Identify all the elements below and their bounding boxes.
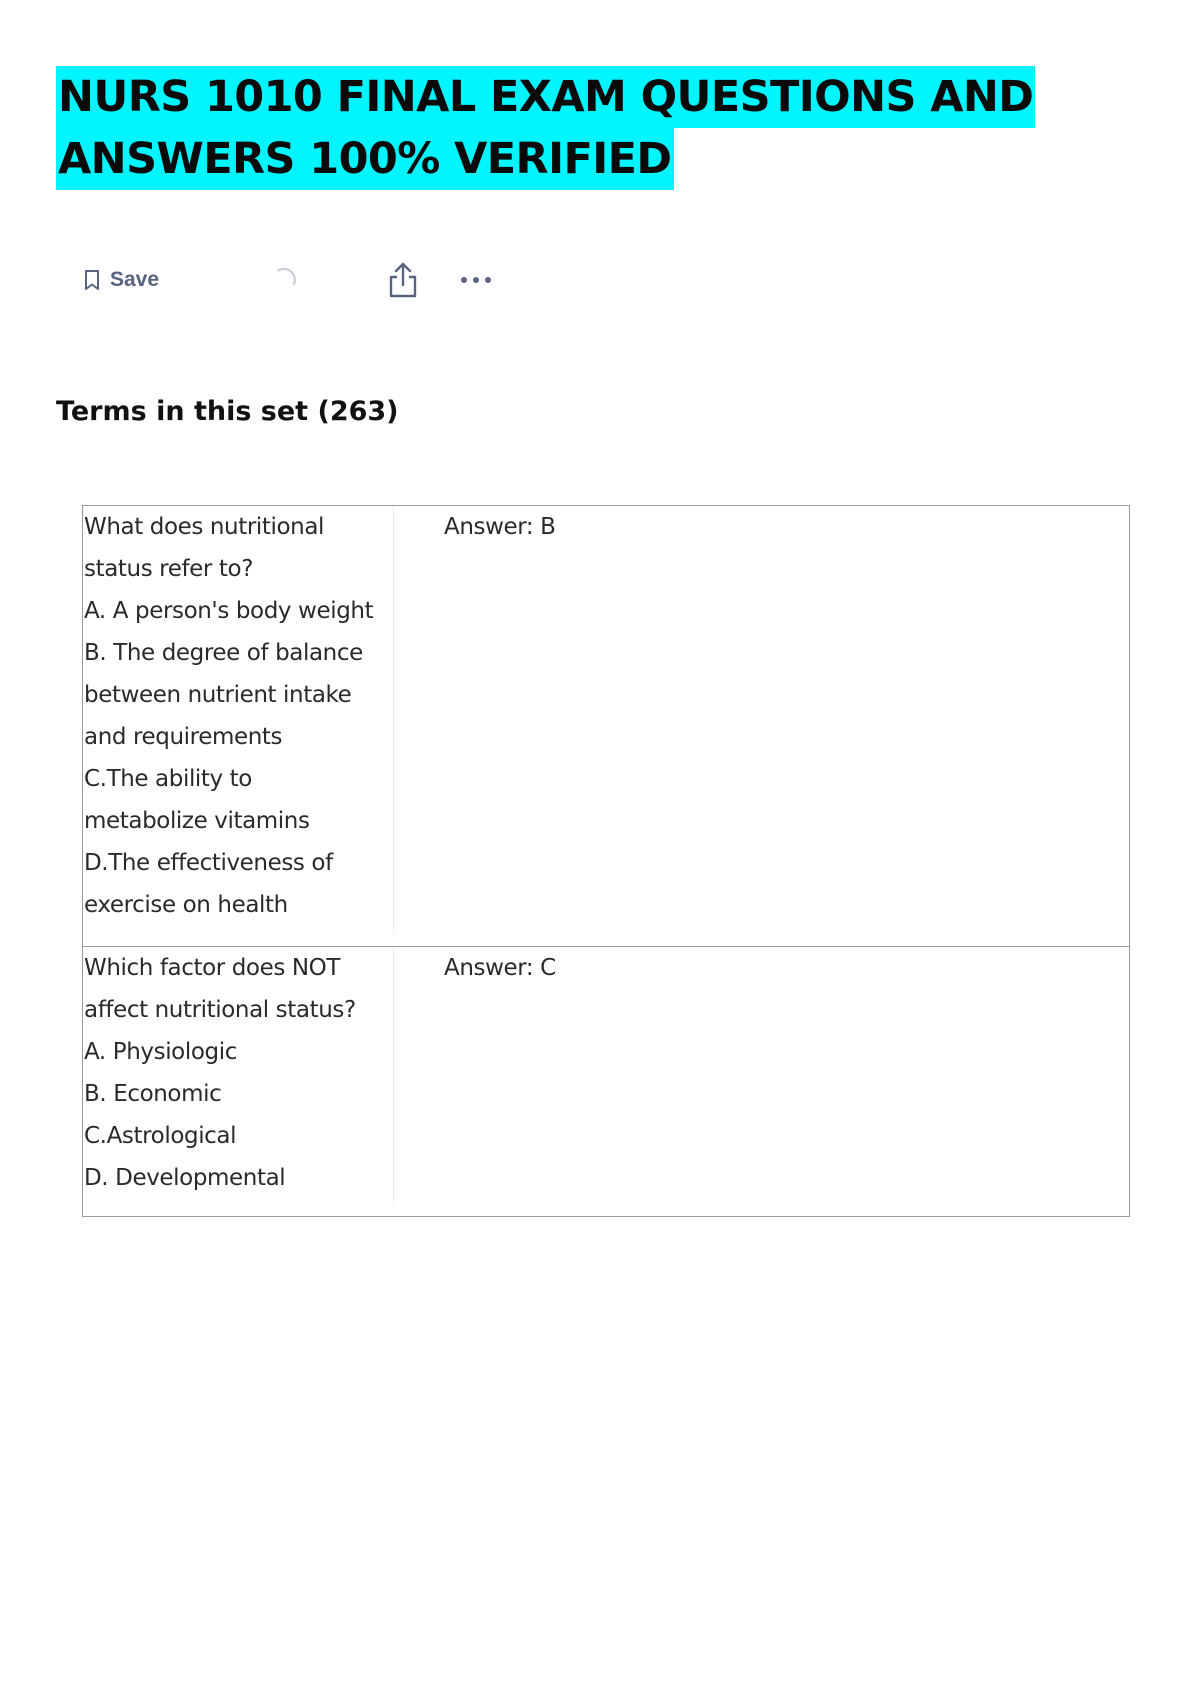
terms-table (82, 505, 1130, 1217)
page-title-line-2: ANSWERS 100% VERIFIED (56, 128, 674, 190)
page-title (56, 66, 1034, 190)
save-button-label: Save (110, 268, 160, 291)
page-title-line-1: NURS 1010 FINAL EXAM QUESTIONS AND (56, 66, 1035, 128)
term-row[interactable] (83, 506, 1129, 946)
term-question (83, 506, 394, 934)
set-toolbar (84, 258, 524, 302)
more-options-icon[interactable] (456, 266, 496, 294)
bookmark-icon (84, 269, 100, 291)
question-line: B. The degree of balance (84, 640, 363, 666)
question-line: affect nutritional status? (84, 997, 356, 1023)
question-line: metabolize vitamins (84, 808, 310, 834)
terms-count-heading: Terms in this set (263) (56, 396, 399, 427)
question-line: status refer to? (84, 556, 253, 582)
question-line: and requirements (84, 724, 283, 750)
answer-text: Answer: B (444, 514, 556, 540)
question-line: What does nutritional (84, 514, 325, 540)
term-row[interactable] (83, 946, 1129, 1216)
question-line: C.The ability to (84, 766, 252, 792)
save-button[interactable] (84, 258, 159, 302)
term-answer (394, 947, 1129, 1216)
term-answer (394, 506, 1129, 946)
share-icon[interactable] (386, 260, 420, 300)
question-line: B. Economic (84, 1081, 222, 1107)
question-line: A. A person's body weight (84, 598, 374, 624)
question-line: exercise on health (84, 892, 288, 918)
term-question (83, 947, 394, 1204)
spinner-icon (270, 266, 298, 294)
question-line: between nutrient intake (84, 682, 352, 708)
question-line: D.The effectiveness of (84, 850, 333, 876)
question-line: Which factor does NOT (84, 955, 341, 981)
question-line: A. Physiologic (84, 1039, 237, 1065)
answer-text: Answer: C (444, 955, 556, 981)
question-line: C.Astrological (84, 1123, 237, 1149)
question-line: D. Developmental (84, 1165, 286, 1191)
